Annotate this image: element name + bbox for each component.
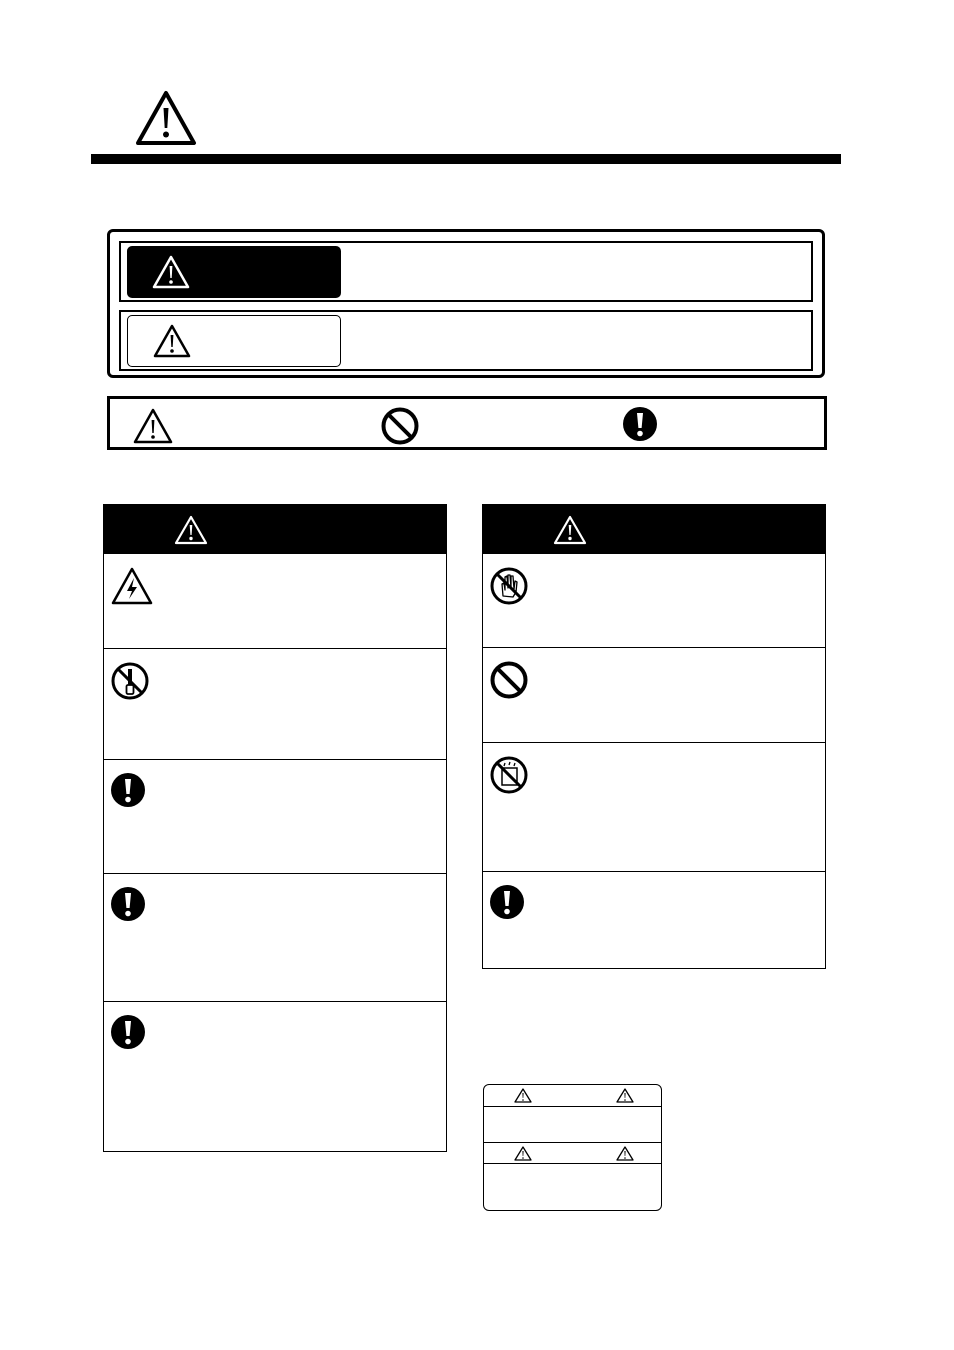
no-disassembly-icon	[110, 661, 150, 701]
caution-triangle-icon	[514, 1146, 532, 1161]
mandatory-action-icon	[110, 886, 146, 922]
warning-triangle-icon	[616, 1088, 634, 1103]
warning-triangle-icon	[151, 254, 191, 290]
prohibition-icon	[380, 406, 420, 446]
warning-panel	[103, 504, 447, 1152]
legend-row-warning	[119, 241, 813, 302]
warning-item	[104, 873, 446, 1001]
legend-row-caution	[119, 310, 813, 371]
mandatory-action-icon	[110, 772, 146, 808]
caution-triangle-icon	[553, 515, 587, 545]
warning-item	[104, 759, 446, 873]
no-water-icon	[489, 755, 529, 795]
caution-item	[483, 742, 825, 871]
warning-triangle-icon	[174, 515, 208, 545]
caution-triangle-icon	[152, 323, 192, 359]
caution-item	[483, 553, 825, 647]
mandatory-action-icon	[489, 884, 525, 920]
warning-signal-badge	[127, 246, 341, 298]
mandatory-action-icon	[110, 1014, 146, 1050]
sticker-band-warning	[484, 1085, 661, 1107]
warning-panel-header	[104, 505, 446, 553]
warning-triangle-icon	[514, 1088, 532, 1103]
symbol-mandatory	[622, 406, 668, 442]
caution-panel-header	[483, 505, 825, 553]
caution-signal-badge	[127, 315, 341, 367]
warning-item	[104, 1001, 446, 1149]
warning-item	[104, 553, 446, 648]
warning-label-sticker	[483, 1084, 662, 1211]
symbol-legend	[107, 396, 827, 450]
caution-item	[483, 871, 825, 969]
title-rule	[91, 154, 841, 164]
signal-word-legend	[107, 229, 825, 378]
electric-shock-icon	[110, 566, 154, 606]
caution-panel	[482, 504, 826, 969]
sticker-band-caution	[484, 1142, 661, 1164]
no-wet-hands-icon	[489, 566, 529, 606]
caution-triangle-icon	[616, 1146, 634, 1161]
symbol-prohibition	[380, 406, 430, 446]
caution-triangle-icon	[132, 407, 174, 445]
mandatory-action-icon	[622, 406, 658, 442]
symbol-caution	[132, 407, 184, 445]
warning-item	[104, 648, 446, 759]
warning-triangle-icon	[135, 90, 197, 146]
prohibition-icon	[489, 660, 529, 700]
caution-item	[483, 647, 825, 742]
